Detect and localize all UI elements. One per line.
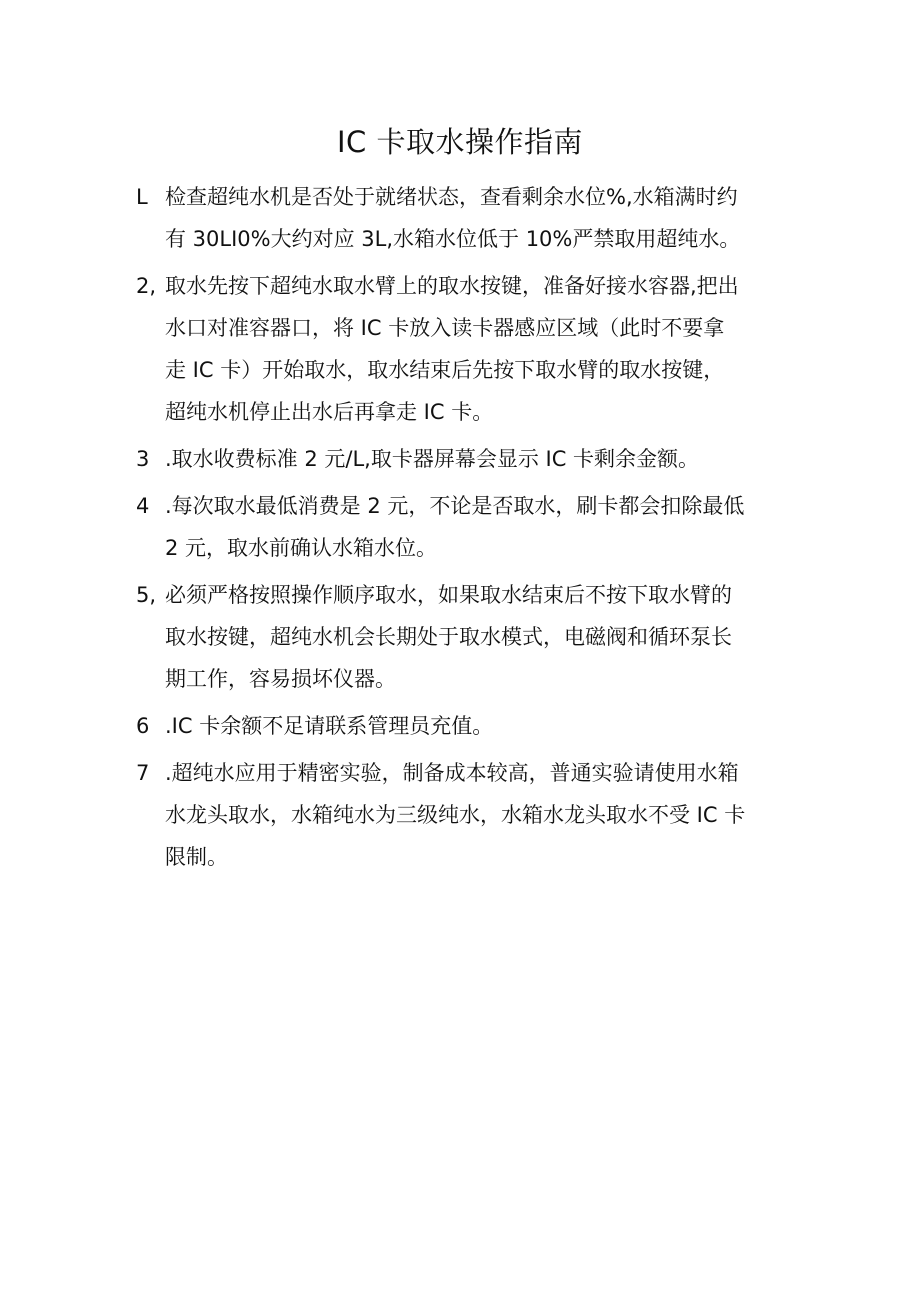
list-item [136, 265, 796, 433]
item-line: 水口对准容器口，将 IC 卡放入读卡器感应区域（此时不要拿 [165, 316, 725, 340]
list-item [136, 705, 796, 747]
item-line: 取水先按下超纯水取水臂上的取水按键，准备好接水容器,把出 [165, 274, 739, 298]
list-item [136, 485, 796, 569]
document-title: IC 卡取水操作指南 [336, 125, 584, 159]
item-marker: 4 [136, 494, 150, 518]
item-line: .每次取水最低消费是 2 元，不论是否取水，刷卡都会扣除最低 [165, 494, 745, 518]
list-item [136, 438, 796, 480]
item-line: .取水收费标准 2 元/L,取卡器屏幕会显示 IC 卡剩余金额。 [165, 447, 700, 471]
item-marker: 2, [136, 274, 157, 298]
item-line: 有 30LI0%大约对应 3L,水箱水位低于 10%严禁取用超纯水。 [165, 227, 741, 251]
item-marker: L [136, 185, 148, 209]
item-line: 2 元，取水前确认水箱水位。 [165, 536, 438, 560]
item-line: 检查超纯水机是否处于就绪状态，查看剩余水位%,水箱满时约 [165, 185, 738, 209]
item-line: 期工作，容易损坏仪器。 [165, 667, 396, 691]
item-line: 限制。 [165, 845, 228, 869]
item-marker: 6 [136, 714, 150, 738]
item-marker: 5, [136, 583, 157, 607]
list-item [136, 176, 796, 260]
instruction-list [136, 176, 796, 883]
list-item [136, 752, 796, 878]
item-line: .IC 卡余额不足请联系管理员充值。 [165, 714, 494, 738]
item-line: 水龙头取水，水箱纯水为三级纯水，水箱水龙头取水不受 IC 卡 [165, 803, 746, 827]
item-line: 取水按键，超纯水机会长期处于取水模式，电磁阀和循环泵长 [165, 625, 732, 649]
item-line: .超纯水应用于精密实验，制备成本较高，普通实验请使用水箱 [165, 761, 739, 785]
item-marker: 7 [136, 761, 150, 785]
item-line: 必须严格按照操作顺序取水，如果取水结束后不按下取水臂的 [165, 583, 732, 607]
item-line: 超纯水机停止出水后再拿走 IC 卡。 [165, 400, 494, 424]
item-marker: 3 [136, 447, 150, 471]
list-item [136, 574, 796, 700]
item-line: 走 IC 卡）开始取水，取水结束后先按下取水臂的取水按键， [165, 358, 725, 382]
